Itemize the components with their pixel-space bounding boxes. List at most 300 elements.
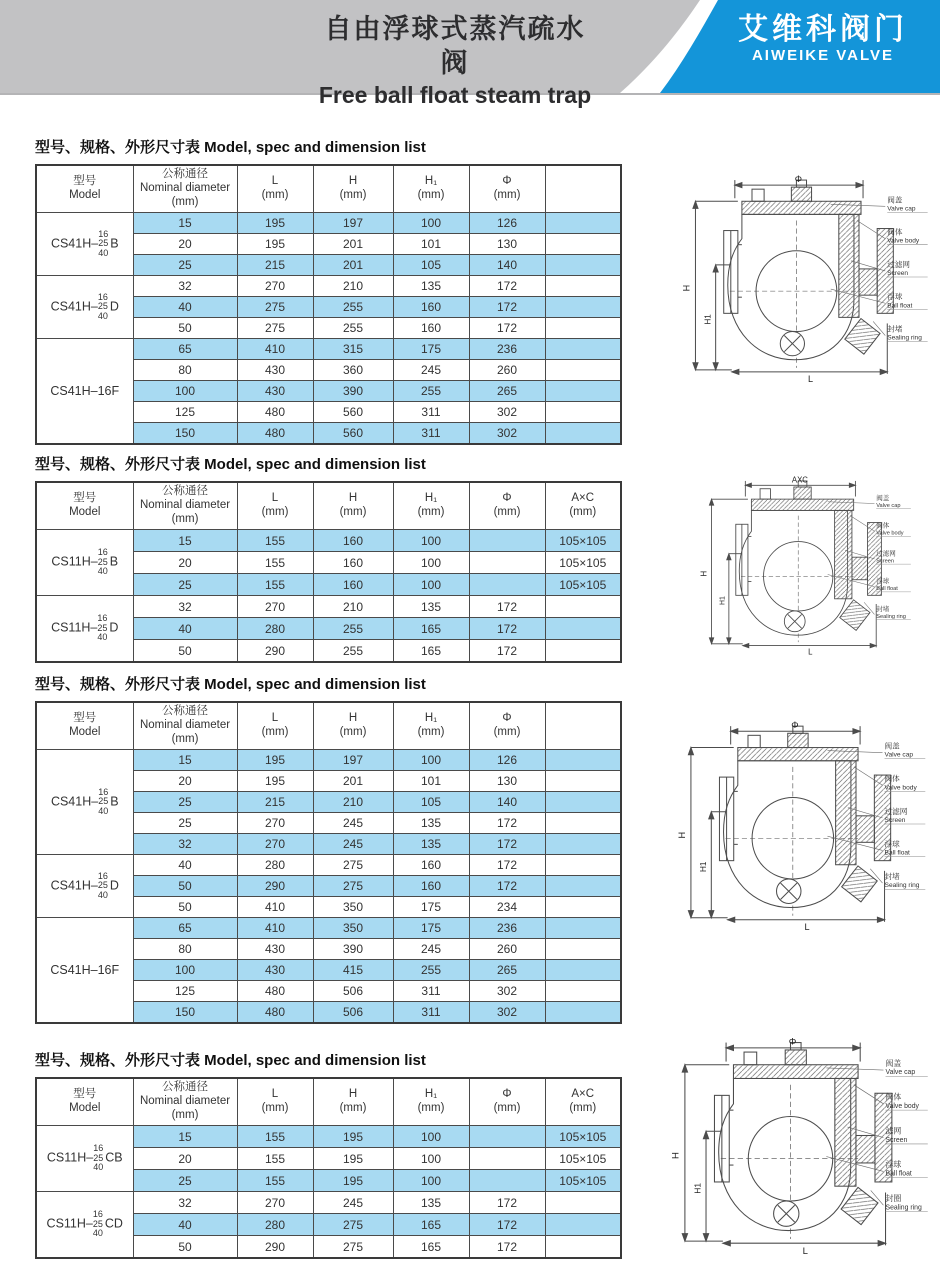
column-header-line: (mm)	[493, 506, 521, 518]
spec-value: 165	[393, 1214, 469, 1236]
part-label-zh: 阀体	[887, 227, 903, 237]
product-title	[315, 13, 595, 109]
spec-value: 302	[469, 423, 545, 445]
dim-label-h: H	[681, 284, 692, 292]
part-label-zh: 阀体	[884, 774, 900, 784]
spec-value	[469, 574, 545, 596]
spec-value: 25	[133, 1170, 237, 1192]
part-label-zh: 阀体	[885, 1092, 902, 1102]
spec-value: 560	[313, 402, 393, 423]
part-label-en: Valve body	[884, 784, 917, 792]
spec-value: 350	[313, 918, 393, 939]
spec-value	[545, 960, 621, 981]
spec-value: 100	[393, 1148, 469, 1170]
steam-trap-cross-section	[672, 718, 932, 932]
product-title-zh: 自由浮球式蒸汽疏水阀	[324, 14, 586, 78]
column-header	[36, 702, 133, 750]
pressure-rating: 25	[97, 556, 108, 567]
model-suffix: D	[109, 620, 119, 635]
column-header-line: (mm)	[339, 189, 367, 201]
spec-value: 280	[237, 1214, 313, 1236]
column-header	[133, 1078, 237, 1126]
spec-value: 311	[393, 981, 469, 1002]
model-prefix: CS11H–	[51, 554, 98, 569]
column-header-line: (mm)	[261, 726, 289, 738]
spec-value	[545, 1192, 621, 1214]
model-pressure-stack	[98, 788, 108, 816]
column-header	[393, 1078, 469, 1126]
spec-value: 430	[237, 939, 313, 960]
dim-label-top: Φ	[791, 720, 799, 731]
spec-value: 245	[393, 939, 469, 960]
spec-value: 430	[237, 960, 313, 981]
spec-value: 410	[237, 897, 313, 918]
column-header	[545, 1078, 621, 1126]
spec-value: 275	[313, 1236, 393, 1259]
spec-value: 155	[237, 530, 313, 552]
spec-value: 315	[313, 339, 393, 360]
valve-diagram-1	[678, 172, 933, 384]
part-label-zh: 过滤网	[884, 806, 908, 816]
spec-value: 155	[237, 1126, 313, 1148]
spec-value: 165	[393, 1236, 469, 1259]
spec-value: 195	[237, 213, 313, 234]
spec-table	[35, 481, 622, 663]
column-header	[469, 165, 545, 213]
spec-value: 197	[313, 750, 393, 771]
spec-table	[35, 1077, 622, 1259]
spec-value: 506	[313, 981, 393, 1002]
spec-value: 32	[133, 596, 237, 618]
dim-label-h: H	[670, 1152, 682, 1159]
spec-value: 172	[469, 855, 545, 876]
spec-value: 32	[133, 1192, 237, 1214]
spec-table-slot	[35, 1077, 625, 1259]
pressure-rating: 16	[98, 228, 109, 239]
spec-value: 270	[237, 1192, 313, 1214]
pressure-rating: 16	[92, 1209, 103, 1220]
model-pressure-stack	[98, 548, 108, 576]
spec-value: 172	[469, 1192, 545, 1214]
column-header-line: Model	[69, 1102, 101, 1114]
spec-value: 135	[393, 596, 469, 618]
spec-value: 215	[237, 792, 313, 813]
spec-value: 40	[133, 618, 237, 640]
pressure-rating: 40	[97, 310, 108, 321]
column-header	[469, 482, 545, 530]
spec-value: 25	[133, 813, 237, 834]
pressure-rating: 25	[97, 622, 108, 633]
spec-value: 140	[469, 792, 545, 813]
part-label-en: Valve body	[887, 237, 920, 245]
spec-value: 160	[393, 855, 469, 876]
part-label-zh: 浮球	[887, 292, 903, 302]
spec-value: 201	[313, 255, 393, 276]
model-prefix: CS41H–16F	[50, 384, 120, 398]
spec-value: 172	[469, 1214, 545, 1236]
column-header-line: (mm)	[261, 506, 289, 518]
column-header-line: (mm)	[261, 189, 289, 201]
section-title: 型号、规格、外形尺寸表 Model, spec and dimension list	[35, 456, 426, 473]
pressure-rating: 16	[98, 786, 109, 797]
spec-value: 506	[313, 1002, 393, 1024]
spec-value	[545, 834, 621, 855]
spec-value: 260	[469, 939, 545, 960]
column-header-line: Nominal diameter	[139, 1095, 231, 1108]
column-header-line: Nominal diameter	[139, 499, 231, 512]
column-header	[545, 165, 621, 213]
model-suffix: B	[110, 794, 119, 809]
part-label-zh: 阀盖	[884, 741, 900, 751]
spec-value: 175	[393, 918, 469, 939]
column-header-line: (mm)	[171, 512, 199, 525]
spec-value: 100	[133, 381, 237, 402]
part-label-zh: 阀盖	[887, 195, 903, 205]
spec-section-4	[35, 1049, 625, 1259]
spec-value	[545, 234, 621, 255]
spec-value: 40	[133, 1214, 237, 1236]
column-header-line: L	[271, 1088, 279, 1101]
spec-value: 25	[133, 792, 237, 813]
column-header-line: (mm)	[171, 195, 199, 208]
spec-value: 100	[393, 213, 469, 234]
spec-value: 135	[393, 813, 469, 834]
spec-value: 215	[237, 255, 313, 276]
pressure-rating: 40	[92, 1228, 103, 1239]
column-header-line: Nominal diameter	[139, 182, 231, 195]
spec-value	[545, 213, 621, 234]
spec-value: 100	[393, 530, 469, 552]
part-label-zh: 封堵	[884, 872, 900, 882]
pressure-rating: 16	[97, 870, 108, 881]
spec-value: 100	[393, 1170, 469, 1192]
spec-value: 25	[133, 574, 237, 596]
spec-value: 150	[133, 423, 237, 445]
spec-value: 172	[469, 618, 545, 640]
spec-value	[545, 750, 621, 771]
spec-value	[545, 596, 621, 618]
spec-value: 50	[133, 897, 237, 918]
spec-value	[545, 897, 621, 918]
spec-value	[545, 640, 621, 663]
spec-value: 255	[393, 381, 469, 402]
spec-value: 126	[469, 213, 545, 234]
spec-section-3	[35, 673, 625, 1024]
spec-value: 80	[133, 939, 237, 960]
part-label-zh: 浮球	[884, 839, 900, 849]
spec-value: 101	[393, 771, 469, 792]
table-row	[36, 213, 621, 234]
column-header	[237, 482, 313, 530]
column-header-line: A×C	[571, 492, 595, 505]
dim-label-l: L	[808, 647, 813, 656]
spec-value: 255	[393, 960, 469, 981]
spec-value: 65	[133, 339, 237, 360]
spec-value: 100	[393, 750, 469, 771]
spec-value	[545, 918, 621, 939]
spec-value: 390	[313, 939, 393, 960]
section-title: 型号、规格、外形尺寸表 Model, spec and dimension list	[35, 139, 426, 156]
pressure-rating: 25	[93, 1152, 104, 1163]
spec-value	[469, 552, 545, 574]
spec-value	[545, 618, 621, 640]
spec-value: 290	[237, 640, 313, 663]
table-row	[36, 339, 621, 360]
spec-value: 140	[469, 255, 545, 276]
spec-value: 20	[133, 552, 237, 574]
column-header-line: (mm)	[171, 1108, 199, 1121]
model-suffix: D	[109, 878, 119, 893]
column-header-line: 型号	[73, 712, 97, 725]
model-prefix: CS41H–	[50, 794, 99, 809]
column-header	[469, 1078, 545, 1126]
spec-value: 280	[237, 855, 313, 876]
spec-value	[545, 876, 621, 897]
model-pressure-stack	[93, 1144, 103, 1172]
part-label-en: Ball float	[884, 849, 910, 857]
column-header-line: H	[348, 712, 358, 725]
model-suffix: B	[109, 554, 119, 569]
spec-value: 275	[313, 876, 393, 897]
spec-value: 195	[237, 771, 313, 792]
pressure-rating: 16	[97, 613, 108, 624]
column-header-line: (mm)	[569, 1102, 597, 1114]
spec-value: 100	[393, 552, 469, 574]
spec-value: 125	[133, 402, 237, 423]
part-label-zh: 浮球	[885, 1160, 902, 1170]
spec-value: 415	[313, 960, 393, 981]
spec-value: 105×105	[545, 1148, 621, 1170]
spec-value: 270	[237, 276, 313, 297]
spec-value: 195	[237, 750, 313, 771]
part-label-en: Valve cap	[876, 502, 901, 509]
column-header-line: (mm)	[417, 1102, 445, 1114]
part-label-en: Ball float	[876, 586, 898, 593]
spec-value: 32	[133, 834, 237, 855]
spec-value: 172	[469, 297, 545, 318]
pressure-rating: 25	[98, 796, 109, 807]
pressure-rating: 25	[92, 1218, 103, 1229]
model-prefix: CS11H–	[46, 1150, 94, 1165]
spec-value: 155	[237, 1148, 313, 1170]
spec-value: 236	[469, 918, 545, 939]
model-cell	[36, 213, 133, 276]
model-suffix: D	[109, 299, 119, 314]
steam-trap-cross-section	[678, 172, 933, 384]
spec-value: 50	[133, 640, 237, 663]
part-label-en: Sealing ring	[885, 1204, 922, 1212]
spec-value: 130	[469, 234, 545, 255]
part-label-zh: 封圈	[885, 1193, 902, 1203]
part-label-zh: 滤网	[885, 1126, 902, 1136]
part-label-en: Screen	[884, 816, 906, 824]
model-prefix: CS41H–16F	[50, 963, 120, 977]
column-header	[393, 702, 469, 750]
spec-value: 15	[133, 530, 237, 552]
spec-value	[545, 381, 621, 402]
spec-value: 101	[393, 234, 469, 255]
spec-value	[545, 939, 621, 960]
spec-value: 172	[469, 318, 545, 339]
spec-value	[469, 530, 545, 552]
part-label-en: Valve body	[876, 530, 904, 537]
pressure-rating: 40	[97, 632, 108, 643]
spec-value: 155	[237, 552, 313, 574]
part-label-zh: 阀体	[876, 522, 890, 530]
column-header-line: (mm)	[493, 1102, 521, 1114]
column-header-line: L	[271, 712, 279, 725]
spec-value: 105×105	[545, 574, 621, 596]
spec-value: 350	[313, 897, 393, 918]
spec-value: 195	[313, 1170, 393, 1192]
part-label-en: Sealing ring	[884, 882, 920, 890]
column-header	[313, 1078, 393, 1126]
dim-label-top: Φ	[788, 1036, 797, 1048]
spec-value: 175	[393, 339, 469, 360]
spec-value	[545, 276, 621, 297]
spec-value: 275	[313, 855, 393, 876]
spec-value: 290	[237, 876, 313, 897]
column-header-line: (mm)	[339, 506, 367, 518]
column-header-line: (mm)	[417, 189, 445, 201]
spec-value: 201	[313, 771, 393, 792]
column-header-line: L	[271, 175, 279, 188]
product-title-en: Free ball float steam trap	[318, 81, 592, 108]
column-header	[36, 1078, 133, 1126]
spec-value: 172	[469, 1236, 545, 1259]
column-header-line: Model	[69, 189, 101, 201]
column-header-line: (mm)	[339, 726, 367, 738]
pressure-rating: 40	[93, 1162, 104, 1173]
spec-value: 20	[133, 771, 237, 792]
dim-label-h1: H1	[692, 1182, 703, 1194]
spec-value: 210	[313, 596, 393, 618]
spec-value: 135	[393, 834, 469, 855]
spec-value	[545, 360, 621, 381]
column-header	[469, 702, 545, 750]
spec-value	[545, 402, 621, 423]
column-header-line: (mm)	[493, 726, 521, 738]
dim-label-h1: H1	[719, 596, 727, 605]
spec-value: 302	[469, 402, 545, 423]
spec-value: 290	[237, 1236, 313, 1259]
spec-value: 160	[313, 574, 393, 596]
part-label-en: Screen	[887, 269, 909, 277]
brand-name-en: AIWEIKE VALVE	[751, 47, 895, 64]
spec-value: 560	[313, 423, 393, 445]
spec-value: 302	[469, 1002, 545, 1024]
spec-value: 255	[313, 297, 393, 318]
spec-section-1	[35, 136, 625, 445]
table-row	[36, 596, 621, 618]
column-header-line: 型号	[73, 492, 97, 505]
spec-value: 155	[237, 1170, 313, 1192]
model-prefix: CS41H–	[50, 878, 98, 893]
pressure-rating: 16	[97, 291, 108, 302]
column-header-line: H	[348, 175, 358, 188]
spec-value: 255	[313, 318, 393, 339]
table-row	[36, 1126, 621, 1148]
dim-label-l: L	[808, 373, 814, 384]
column-header-line: (mm)	[261, 1102, 289, 1114]
spec-value: 15	[133, 750, 237, 771]
spec-value	[545, 813, 621, 834]
column-header-line: H₁	[424, 1088, 438, 1101]
spec-value: 40	[133, 297, 237, 318]
section-title: 型号、规格、外形尺寸表 Model, spec and dimension list	[35, 676, 426, 693]
part-label-en: Ball float	[887, 302, 913, 310]
spec-value: 172	[469, 276, 545, 297]
spec-value: 126	[469, 750, 545, 771]
model-suffix: CB	[105, 1150, 123, 1165]
spec-value: 265	[469, 381, 545, 402]
spec-value: 172	[469, 876, 545, 897]
valve-diagram-2	[680, 474, 932, 656]
spec-value: 172	[469, 596, 545, 618]
column-header	[237, 702, 313, 750]
valve-diagram-3	[672, 718, 932, 932]
column-header	[133, 482, 237, 530]
model-pressure-stack	[98, 872, 108, 900]
spec-value	[545, 771, 621, 792]
part-label-en: Valve body	[885, 1103, 919, 1111]
dim-label-h: H	[699, 570, 709, 577]
steam-trap-cross-section	[680, 474, 932, 656]
pressure-rating: 40	[98, 247, 109, 258]
spec-table	[35, 701, 622, 1024]
steam-trap-cross-section	[668, 1022, 932, 1268]
part-label-zh: 过滤网	[876, 550, 896, 558]
spec-value: 40	[133, 855, 237, 876]
spec-table	[35, 164, 622, 445]
model-prefix: CS11H–	[51, 620, 98, 635]
column-header-line: H₁	[424, 175, 438, 188]
spec-value	[545, 339, 621, 360]
spec-value: 105	[393, 792, 469, 813]
spec-value: 195	[313, 1148, 393, 1170]
column-header-line: (mm)	[493, 189, 521, 201]
spec-value: 311	[393, 1002, 469, 1024]
spec-value: 210	[313, 276, 393, 297]
column-header-line: (mm)	[417, 726, 445, 738]
column-header-line: Model	[69, 726, 101, 738]
spec-table-slot	[35, 164, 625, 445]
model-cell	[36, 918, 133, 1024]
column-header	[545, 702, 621, 750]
spec-value: 430	[237, 381, 313, 402]
spec-value: 390	[313, 381, 393, 402]
page-header	[0, 0, 940, 108]
column-header-line: Φ	[502, 712, 512, 725]
spec-value	[545, 318, 621, 339]
spec-value	[545, 792, 621, 813]
model-prefix: CS41H–	[50, 236, 99, 251]
spec-value: 160	[393, 297, 469, 318]
column-header-line: (mm)	[339, 1102, 367, 1114]
part-label-zh: 封堵	[887, 324, 903, 334]
spec-value: 275	[237, 318, 313, 339]
spec-value: 265	[469, 960, 545, 981]
spec-value: 100	[393, 574, 469, 596]
part-label-zh: 阀盖	[885, 1058, 902, 1068]
dim-label-h1: H1	[699, 861, 709, 872]
column-header-line: 公称通径	[162, 705, 208, 718]
column-header	[313, 702, 393, 750]
column-header-line: Φ	[502, 175, 512, 188]
column-header	[393, 482, 469, 530]
spec-value: 302	[469, 981, 545, 1002]
column-header	[133, 165, 237, 213]
